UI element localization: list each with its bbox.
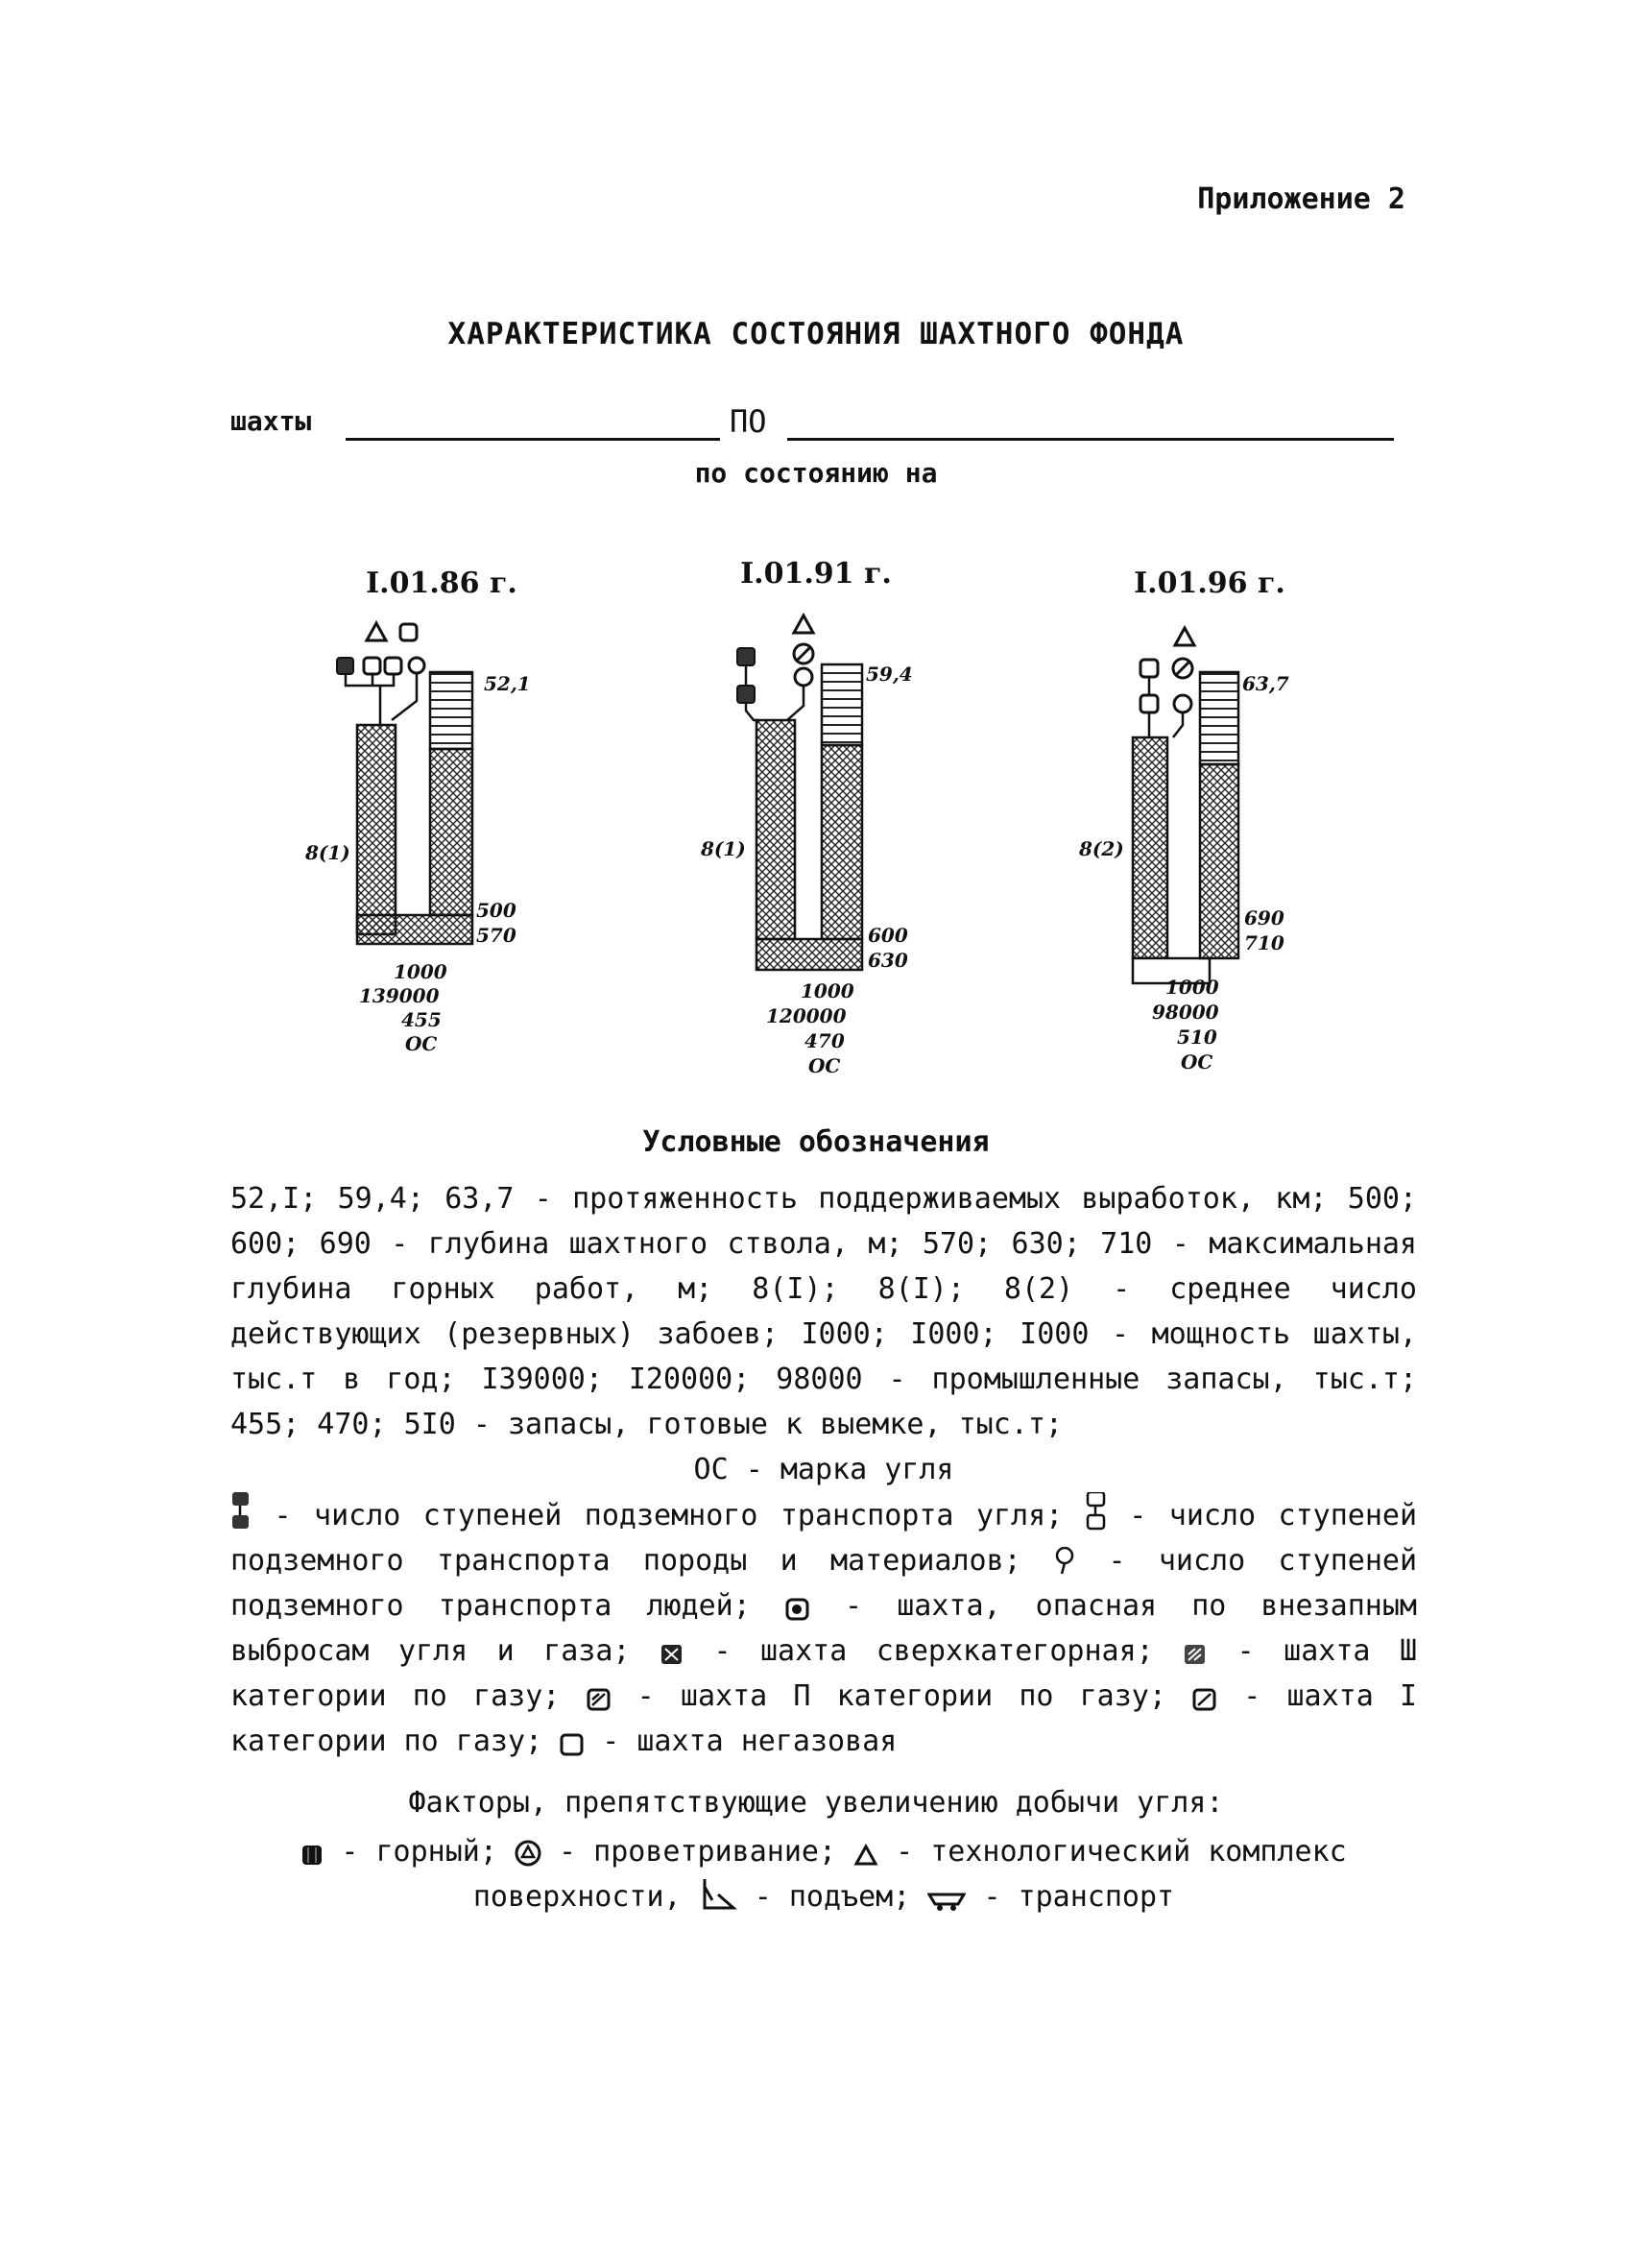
max-depth-value: 570	[476, 924, 516, 947]
max-depth-value: 710	[1244, 931, 1284, 954]
shaft-depth-value: 500	[476, 899, 516, 922]
coal-grade-value: ОС	[808, 1054, 841, 1077]
diagram-date: I.01.86 г.	[366, 567, 517, 600]
mine-shaft-diagram	[1056, 567, 1344, 1104]
ventilation-factor-icon	[515, 1840, 541, 1867]
diagram-date: I.01.91 г.	[740, 557, 892, 591]
mine-shaft-diagram	[288, 567, 576, 1085]
triangle-icon	[853, 1844, 878, 1867]
reserves-value: 98000	[1152, 1001, 1219, 1024]
hoist-factor-icon	[699, 1877, 737, 1912]
shaft-depth-value: 690	[1244, 906, 1284, 929]
mine-name-line	[346, 438, 720, 441]
legend-symbols	[230, 1492, 1417, 1764]
legend-values-text: 52,I; 59,4; 63,7 - протяженность поддерживаемых выработок, км; 500; 600; 690 - глубина шахтного ствола, м; 570; 630; 710 - максимальная глубина горных работ, м; 8(I); 8(I); 8(2) - среднее число действующих (резервных) забоев; I000; I000; I000 - мощность шахты, тыс.т в год; I39000; I20000; 98000 - промышленные запасы, тыс.т; 455; 470; 5I0 - запасы, готовые к выемке, тыс.т;	[230, 1182, 1417, 1441]
association-label: ПО	[730, 403, 767, 440]
hatched-circle-icon	[794, 644, 813, 664]
rock-transport-icon	[1086, 1492, 1107, 1531]
appendix-label: Приложение 2	[1197, 182, 1405, 216]
workings-value: 8(1)	[701, 837, 746, 860]
max-depth-value: 630	[868, 949, 908, 972]
workings-value: 8(2)	[1079, 837, 1124, 860]
non-gas-mine-icon	[560, 1733, 585, 1756]
ready-reserves-value: 510	[1177, 1025, 1217, 1049]
mining-factor-icon	[300, 1844, 324, 1867]
association-line	[787, 438, 1394, 441]
factor-mining: - горный;	[341, 1835, 497, 1869]
diagram-1991	[662, 557, 950, 1095]
reserves-value: 120000	[766, 1004, 847, 1027]
reserves-value: 139000	[359, 984, 440, 1007]
factor-hoist: - подъем;	[754, 1880, 911, 1914]
diagram-1996	[1056, 567, 1344, 1104]
outburst-mine-icon	[785, 1598, 810, 1621]
length-value: 63,7	[1242, 672, 1289, 695]
shaft-depth-value: 600	[868, 924, 908, 947]
gas-category-2-icon	[587, 1688, 612, 1711]
factor-surface-complex: - технологический комплекс поверхности,	[472, 1835, 1347, 1914]
coal-transport-icon	[230, 1492, 252, 1531]
factors-title: Факторы, препятствующие увеличению добычи угля:	[408, 1786, 1224, 1820]
gas-category-1-icon	[1192, 1688, 1217, 1711]
mine-label: шахты	[230, 405, 312, 437]
supercategory-mine-icon	[660, 1643, 684, 1666]
legend-outburst-mine: - шахта, опасная по внезапным выбросам угля и газа;	[230, 1589, 1417, 1668]
factors-body	[230, 1829, 1417, 1919]
legend-coal-transport: - число ступеней подземного транспорта угля;	[274, 1499, 1064, 1532]
legend-title: Условные обозначения	[642, 1125, 990, 1159]
legend-coal-grade: ОС - марка угля	[693, 1453, 954, 1486]
transport-factor-icon	[927, 1887, 966, 1912]
page-title: ХАРАКТЕРИСТИКА СОСТОЯНИЯ ШАХТНОГО ФОНДА	[447, 317, 1185, 351]
legend-body	[230, 1176, 1417, 1764]
capacity-value: 1000	[394, 960, 447, 983]
diagram-date: I.01.96 г.	[1134, 567, 1285, 600]
factor-ventilation: - проветривание;	[559, 1835, 836, 1869]
diagram-1986	[288, 567, 576, 1085]
gas-category-3-icon	[1183, 1643, 1208, 1666]
legend-rock-transport: - число ступеней подземного транспорта породы и материалов;	[230, 1499, 1418, 1578]
length-value: 52,1	[484, 672, 531, 695]
legend-gas-category-1: - шахта I категории по газу;	[230, 1679, 1418, 1758]
legend-supercategory-mine: - шахта сверхкатегорная;	[713, 1634, 1154, 1668]
hatched-square-icon	[337, 658, 353, 674]
legend-non-gas-mine: - шахта негазовая	[602, 1725, 898, 1758]
ready-reserves-value: 470	[804, 1029, 845, 1052]
ready-reserves-value: 455	[401, 1008, 442, 1031]
legend-people-transport: - число ступеней подземного транспорта людей;	[230, 1544, 1418, 1623]
capacity-value: 1000	[1165, 976, 1219, 999]
factor-transport: - транспорт	[983, 1880, 1175, 1914]
square-icon	[400, 624, 417, 640]
legend-gas-category-3: - шахта Ш категории по газу;	[230, 1634, 1418, 1713]
people-transport-icon	[1054, 1547, 1075, 1576]
length-value: 59,4	[866, 663, 913, 686]
coal-grade-value: ОС	[405, 1032, 438, 1055]
capacity-value: 1000	[801, 979, 854, 1002]
workings-value: 8(1)	[305, 841, 350, 864]
as-of-label: по состоянию на	[694, 457, 938, 489]
legend-gas-category-2: - шахта П категории по газу;	[636, 1679, 1166, 1713]
triangle-icon	[367, 623, 386, 640]
coal-grade-value: ОС	[1181, 1050, 1213, 1074]
